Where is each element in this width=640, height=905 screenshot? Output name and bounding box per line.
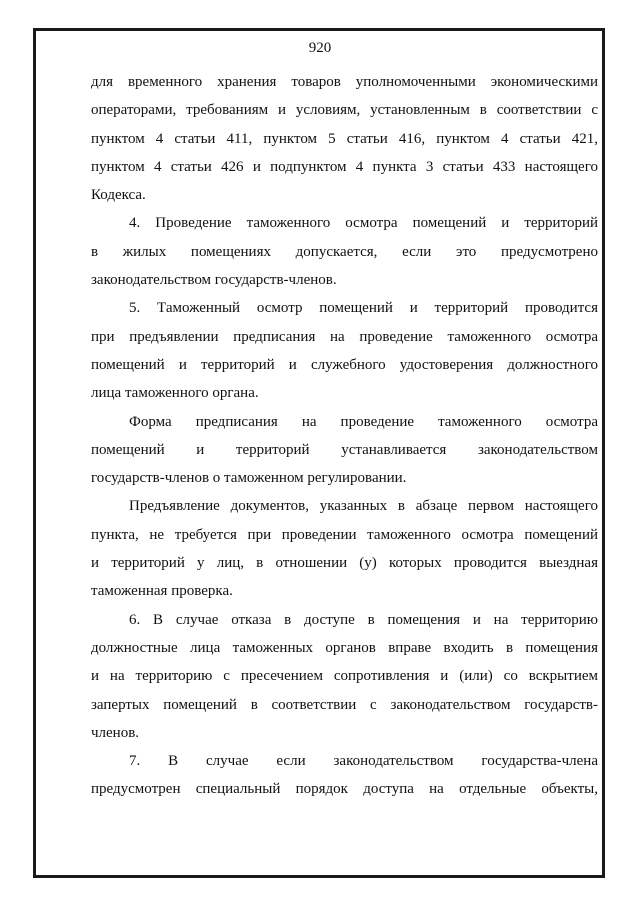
- text-line: 7. В случае если законодательством государства-члена: [129, 753, 598, 770]
- text-line: должностные лица таможенных органов вправе входить в помещения: [91, 639, 598, 656]
- text-line: 4. Проведение таможенного осмотра помещений и территорий: [129, 215, 598, 232]
- text-line: для временного хранения товаров уполномоченными экономическими: [91, 74, 598, 90]
- text-line: лица таможенного органа.: [91, 385, 259, 402]
- text-line: Предъявление документов, указанных в абзаце первом настоящего: [129, 498, 598, 515]
- text-line: и территорий у лиц, в отношении (у) которых проводится выездная: [91, 555, 598, 572]
- text-line: Форма предписания на проведение таможенного осмотра: [129, 413, 598, 430]
- text-line: в жилых помещениях допускается, если это предусмотрено: [91, 243, 598, 260]
- text-line: 6. В случае отказа в доступе в помещения и на территорию: [129, 611, 598, 628]
- text-line: пунктом 4 статьи 426 и подпунктом 4 пункта 3 статьи 433 настоящего: [91, 158, 598, 175]
- text-line: помещений и территорий и служебного удостоверения должностного: [91, 356, 598, 373]
- text-line: государств-членов о таможенном регулировании.: [91, 470, 407, 487]
- text-line: законодательством государств-членов.: [91, 272, 337, 289]
- text-line: таможенная проверка.: [91, 583, 233, 600]
- text-line: Кодекса.: [91, 187, 146, 204]
- text-line: пункта, не требуется при проведении таможенного осмотра помещений: [91, 526, 598, 543]
- page-number: 920: [308, 40, 332, 56]
- text-line: 5. Таможенный осмотр помещений и территорий проводится: [129, 300, 598, 317]
- text-line: предусмотрен специальный порядок доступа на отдельные объекты,: [91, 781, 598, 798]
- text-line: помещений и территорий устанавливается законодательством: [91, 441, 598, 458]
- text-line: операторами, требованиям и условиям, установленным в соответствии с: [91, 102, 598, 119]
- document-body: [91, 68, 598, 804]
- text-line: запертых помещений в соответствии с законодательством государств-: [91, 696, 598, 713]
- text-line: пунктом 4 статьи 411, пунктом 5 статьи 416, пунктом 4 статьи 421,: [91, 130, 598, 147]
- text-line: при предъявлении предписания на проведение таможенного осмотра: [91, 328, 598, 345]
- text-line: и на территорию с пресечением сопротивления и (или) со вскрытием: [91, 668, 598, 685]
- text-line: членов.: [91, 724, 140, 741]
